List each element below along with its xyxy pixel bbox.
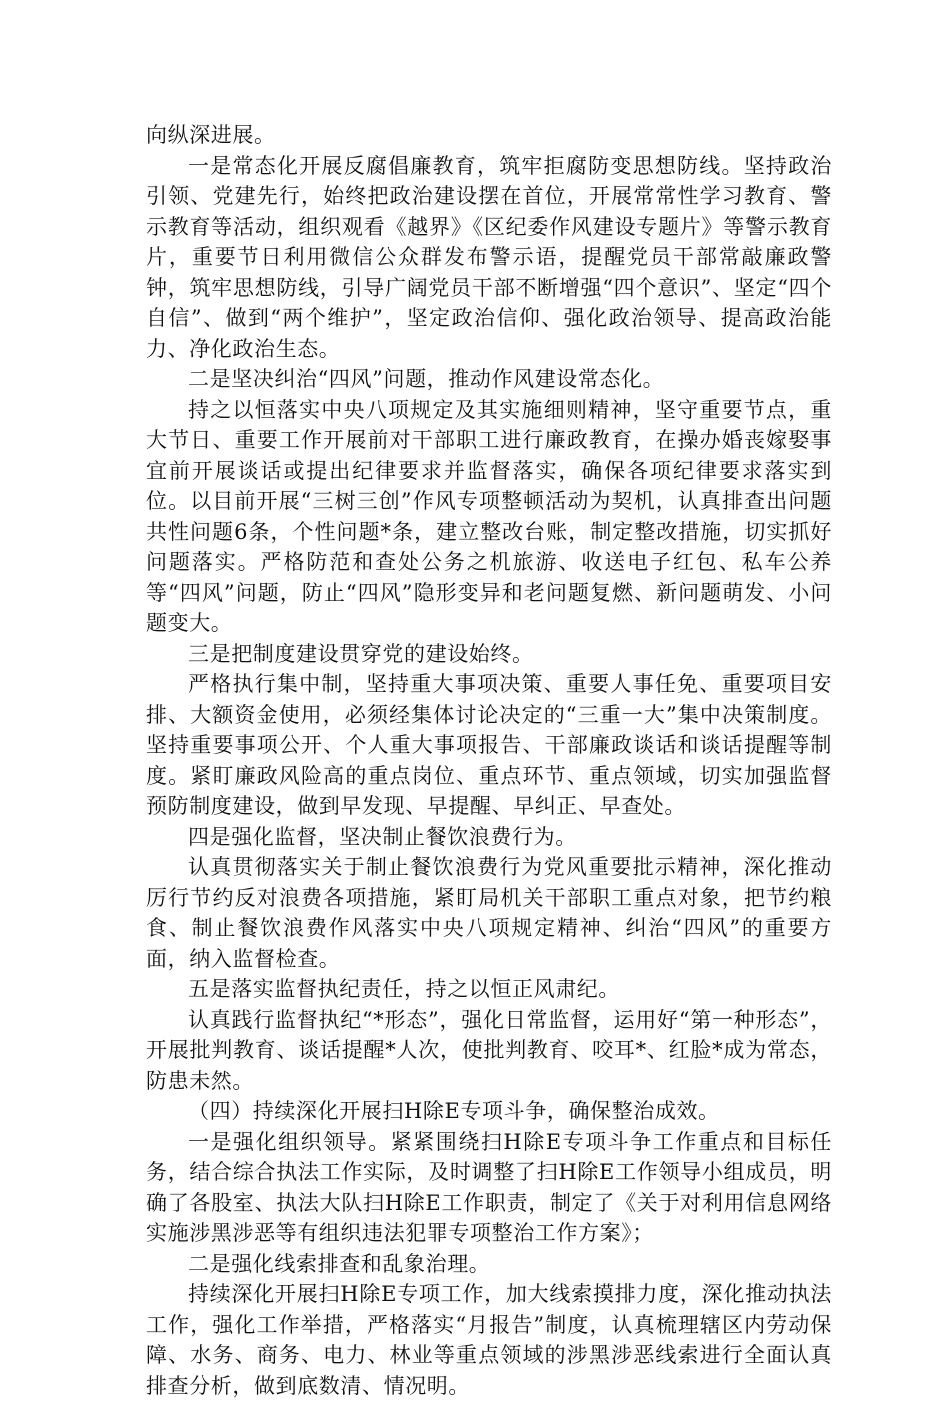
paragraph-6: 严格执行集中制，坚持重大事项决策、重要人事任免、重要项目安排、大额资金使用，必须经集体讨论决定的“三重一大”集中决策制度。坚持重要事项公开、个人重大事项报告、干部廉政谈话和谈话提醒等制度。紧盯廉政风险高的重点岗位、重点环节、重点领域，切实加强监督预防制度建设，做到早发现、早提醒、早纠正、早查处。 <box>146 672 832 818</box>
paragraph-12: 一是强化组织领导。紧紧围绕扫H除E专项斗争工作重点和目标任务，结合综合执法工作实际，及时调整了扫H除E工作领导小组成员，明确了各股室、执法大队扫H除E工作职责，制定了《关于对利用信息网络实施涉黑涉恶等有组织违法犯罪专项整治工作方案》； <box>146 1129 832 1245</box>
paragraph-10: 认真践行监督执纪“*形态”，强化日常监督，运用好“第一种形态”，开展批判教育、谈话提醒*人次，使批判教育、咬耳*、红脸*成为常态，防患未然。 <box>146 1007 832 1093</box>
paragraph-5: 三是把制度建设贯穿党的建设始终。 <box>188 641 534 666</box>
paragraph-7: 四是强化监督，坚决制止餐饮浪费行为。 <box>188 824 577 849</box>
paragraph-13: 二是强化线索排查和乱象治理。 <box>188 1251 491 1276</box>
paragraph-3: 二是坚决纠治“四风”问题，推动作风建设常态化。 <box>188 367 665 391</box>
paragraph-11: （四）持续深化开展扫H除E专项斗争，确保整治成效。 <box>188 1099 720 1123</box>
paragraph-9: 五是落实监督执纪责任，持之以恒正风肃纪。 <box>188 977 620 1001</box>
document-page <box>146 120 832 1401</box>
paragraph-1: 向纵深进展。 <box>146 123 276 147</box>
paragraph-14: 持续深化开展扫H除E专项工作，加大线索摸排力度，深化推动执法工作，强化工作举措，严格落实“月报告”制度，认真梳理辖区内劳动保障、水务、商务、电力、林业等重点领域的涉黑涉恶线索进行全面认真排查分析，做到底数清、情况明。 <box>146 1282 832 1398</box>
paragraph-4: 持之以恒落实中央八项规定及其实施细则精神，坚守重要节点，重大节日、重要工作开展前对干部职工进行廉政教育，在操办婚丧嫁娶事宜前开展谈话或提出纪律要求并监督落实，确保各项纪律要求落实到位。以目前开展“三树三创”作风专项整顿活动为契机，认真排查出问题共性问题6条，个性问题*条，建立整改台账，制定整改措施，切实抓好问题落实。严格防范和查处公务之机旅游、收送电子红包、私车公养等“四风”问题，防止“四风”隐形变异和老问题复燃、新问题萌发、小问题变大。 <box>146 397 832 635</box>
paragraph-8: 认真贯彻落实关于制止餐饮浪费行为党风重要批示精神，深化推动厉行节约反对浪费各项措施，紧盯局机关干部职工重点对象，把节约粮食、制止餐饮浪费作风落实中央八项规定精神、纠治“四风”的重要方面，纳入监督检查。 <box>146 855 832 971</box>
paragraph-2: 一是常态化开展反腐倡廉教育，筑牢拒腐防变思想防线。坚持政治引领、党建先行，始终把政治建设摆在首位，开展常常性学习教育、警示教育等活动，组织观看《越界》《区纪委作风建设专题片》等警示教育片，重要节日利用微信公众群发布警示语，提醒党员干部常敲廉政警钟，筑牢思想防线，引导广阔党员干部不断增强“四个意识”、坚定“四个自信”、做到“两个维护”，坚定政治信仰、强化政治领导、提高政治能力、净化政治生态。 <box>146 153 832 361</box>
